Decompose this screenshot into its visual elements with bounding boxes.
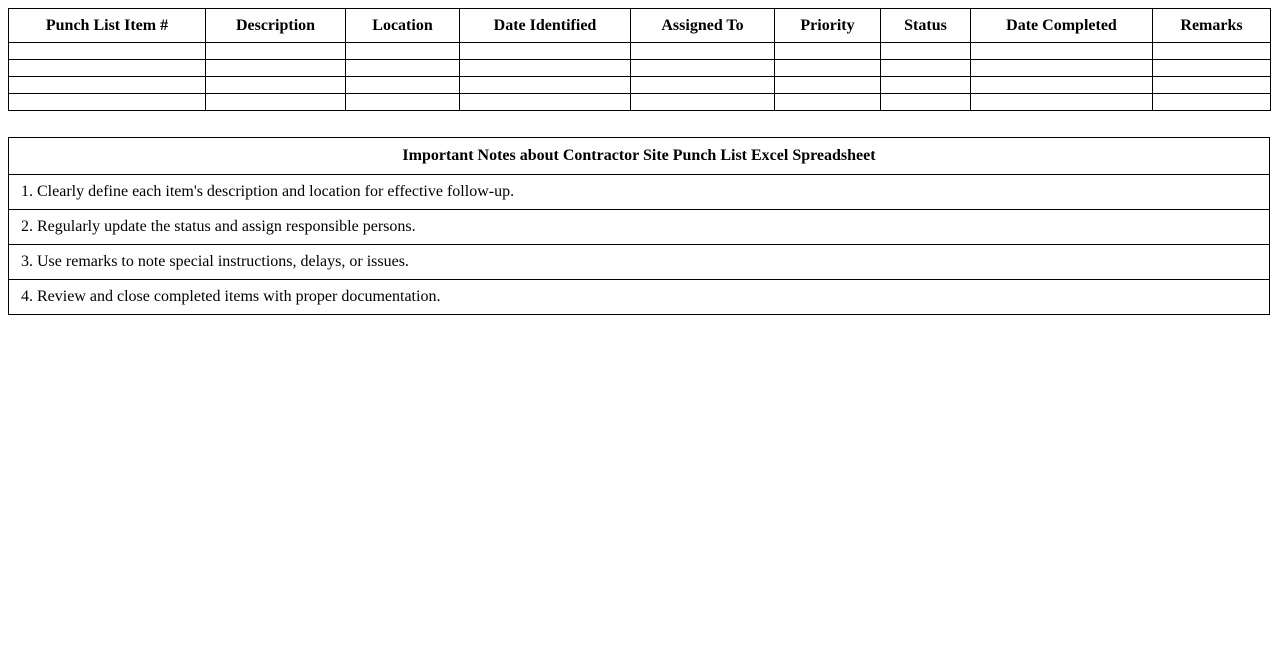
note-item: 1. Clearly define each item's description and location for effective follow-up. — [9, 175, 1270, 210]
table-cell[interactable] — [9, 43, 206, 60]
column-header-date-completed: Date Completed — [971, 9, 1153, 43]
table-cell[interactable] — [971, 77, 1153, 94]
table-cell[interactable] — [1153, 77, 1271, 94]
table-cell[interactable] — [881, 94, 971, 111]
table-row — [9, 94, 1271, 111]
column-header-status: Status — [881, 9, 971, 43]
column-header-description: Description — [206, 9, 346, 43]
table-cell[interactable] — [971, 60, 1153, 77]
note-item: 2. Regularly update the status and assign responsible persons. — [9, 210, 1270, 245]
note-row — [9, 210, 1270, 245]
note-row — [9, 245, 1270, 280]
table-cell[interactable] — [631, 94, 775, 111]
note-row — [9, 280, 1270, 315]
table-cell[interactable] — [881, 43, 971, 60]
column-header-date-identified: Date Identified — [460, 9, 631, 43]
table-cell[interactable] — [206, 43, 346, 60]
notes-header-row — [9, 138, 1270, 175]
note-item: 3. Use remarks to note special instructions, delays, or issues. — [9, 245, 1270, 280]
table-row — [9, 60, 1271, 77]
table-cell[interactable] — [206, 94, 346, 111]
column-header-priority: Priority — [775, 9, 881, 43]
table-cell[interactable] — [346, 43, 460, 60]
column-header-item-number: Punch List Item # — [9, 9, 206, 43]
table-cell[interactable] — [346, 94, 460, 111]
table-row — [9, 77, 1271, 94]
table-cell[interactable] — [775, 77, 881, 94]
table-cell[interactable] — [206, 60, 346, 77]
table-cell[interactable] — [346, 60, 460, 77]
table-cell[interactable] — [460, 60, 631, 77]
column-header-location: Location — [346, 9, 460, 43]
table-cell[interactable] — [9, 77, 206, 94]
table-cell[interactable] — [971, 94, 1153, 111]
table-cell[interactable] — [775, 43, 881, 60]
important-notes-table — [8, 137, 1270, 315]
table-cell[interactable] — [460, 77, 631, 94]
table-cell[interactable] — [9, 60, 206, 77]
column-header-remarks: Remarks — [1153, 9, 1271, 43]
table-cell[interactable] — [346, 77, 460, 94]
table-cell[interactable] — [631, 43, 775, 60]
note-item: 4. Review and close completed items with proper documentation. — [9, 280, 1270, 315]
table-cell[interactable] — [971, 43, 1153, 60]
table-cell[interactable] — [881, 77, 971, 94]
table-cell[interactable] — [1153, 94, 1271, 111]
table-cell[interactable] — [460, 94, 631, 111]
table-row — [9, 43, 1271, 60]
table-cell[interactable] — [631, 77, 775, 94]
table-cell[interactable] — [775, 94, 881, 111]
table-cell[interactable] — [460, 43, 631, 60]
column-header-assigned-to: Assigned To — [631, 9, 775, 43]
table-cell[interactable] — [881, 60, 971, 77]
notes-title: Important Notes about Contractor Site Punch List Excel Spreadsheet — [9, 138, 1270, 175]
table-cell[interactable] — [1153, 60, 1271, 77]
punch-list-header-row — [9, 9, 1271, 43]
table-cell[interactable] — [9, 94, 206, 111]
note-row — [9, 175, 1270, 210]
punch-list-table — [8, 8, 1271, 111]
table-cell[interactable] — [206, 77, 346, 94]
table-cell[interactable] — [1153, 43, 1271, 60]
table-cell[interactable] — [775, 60, 881, 77]
table-cell[interactable] — [631, 60, 775, 77]
